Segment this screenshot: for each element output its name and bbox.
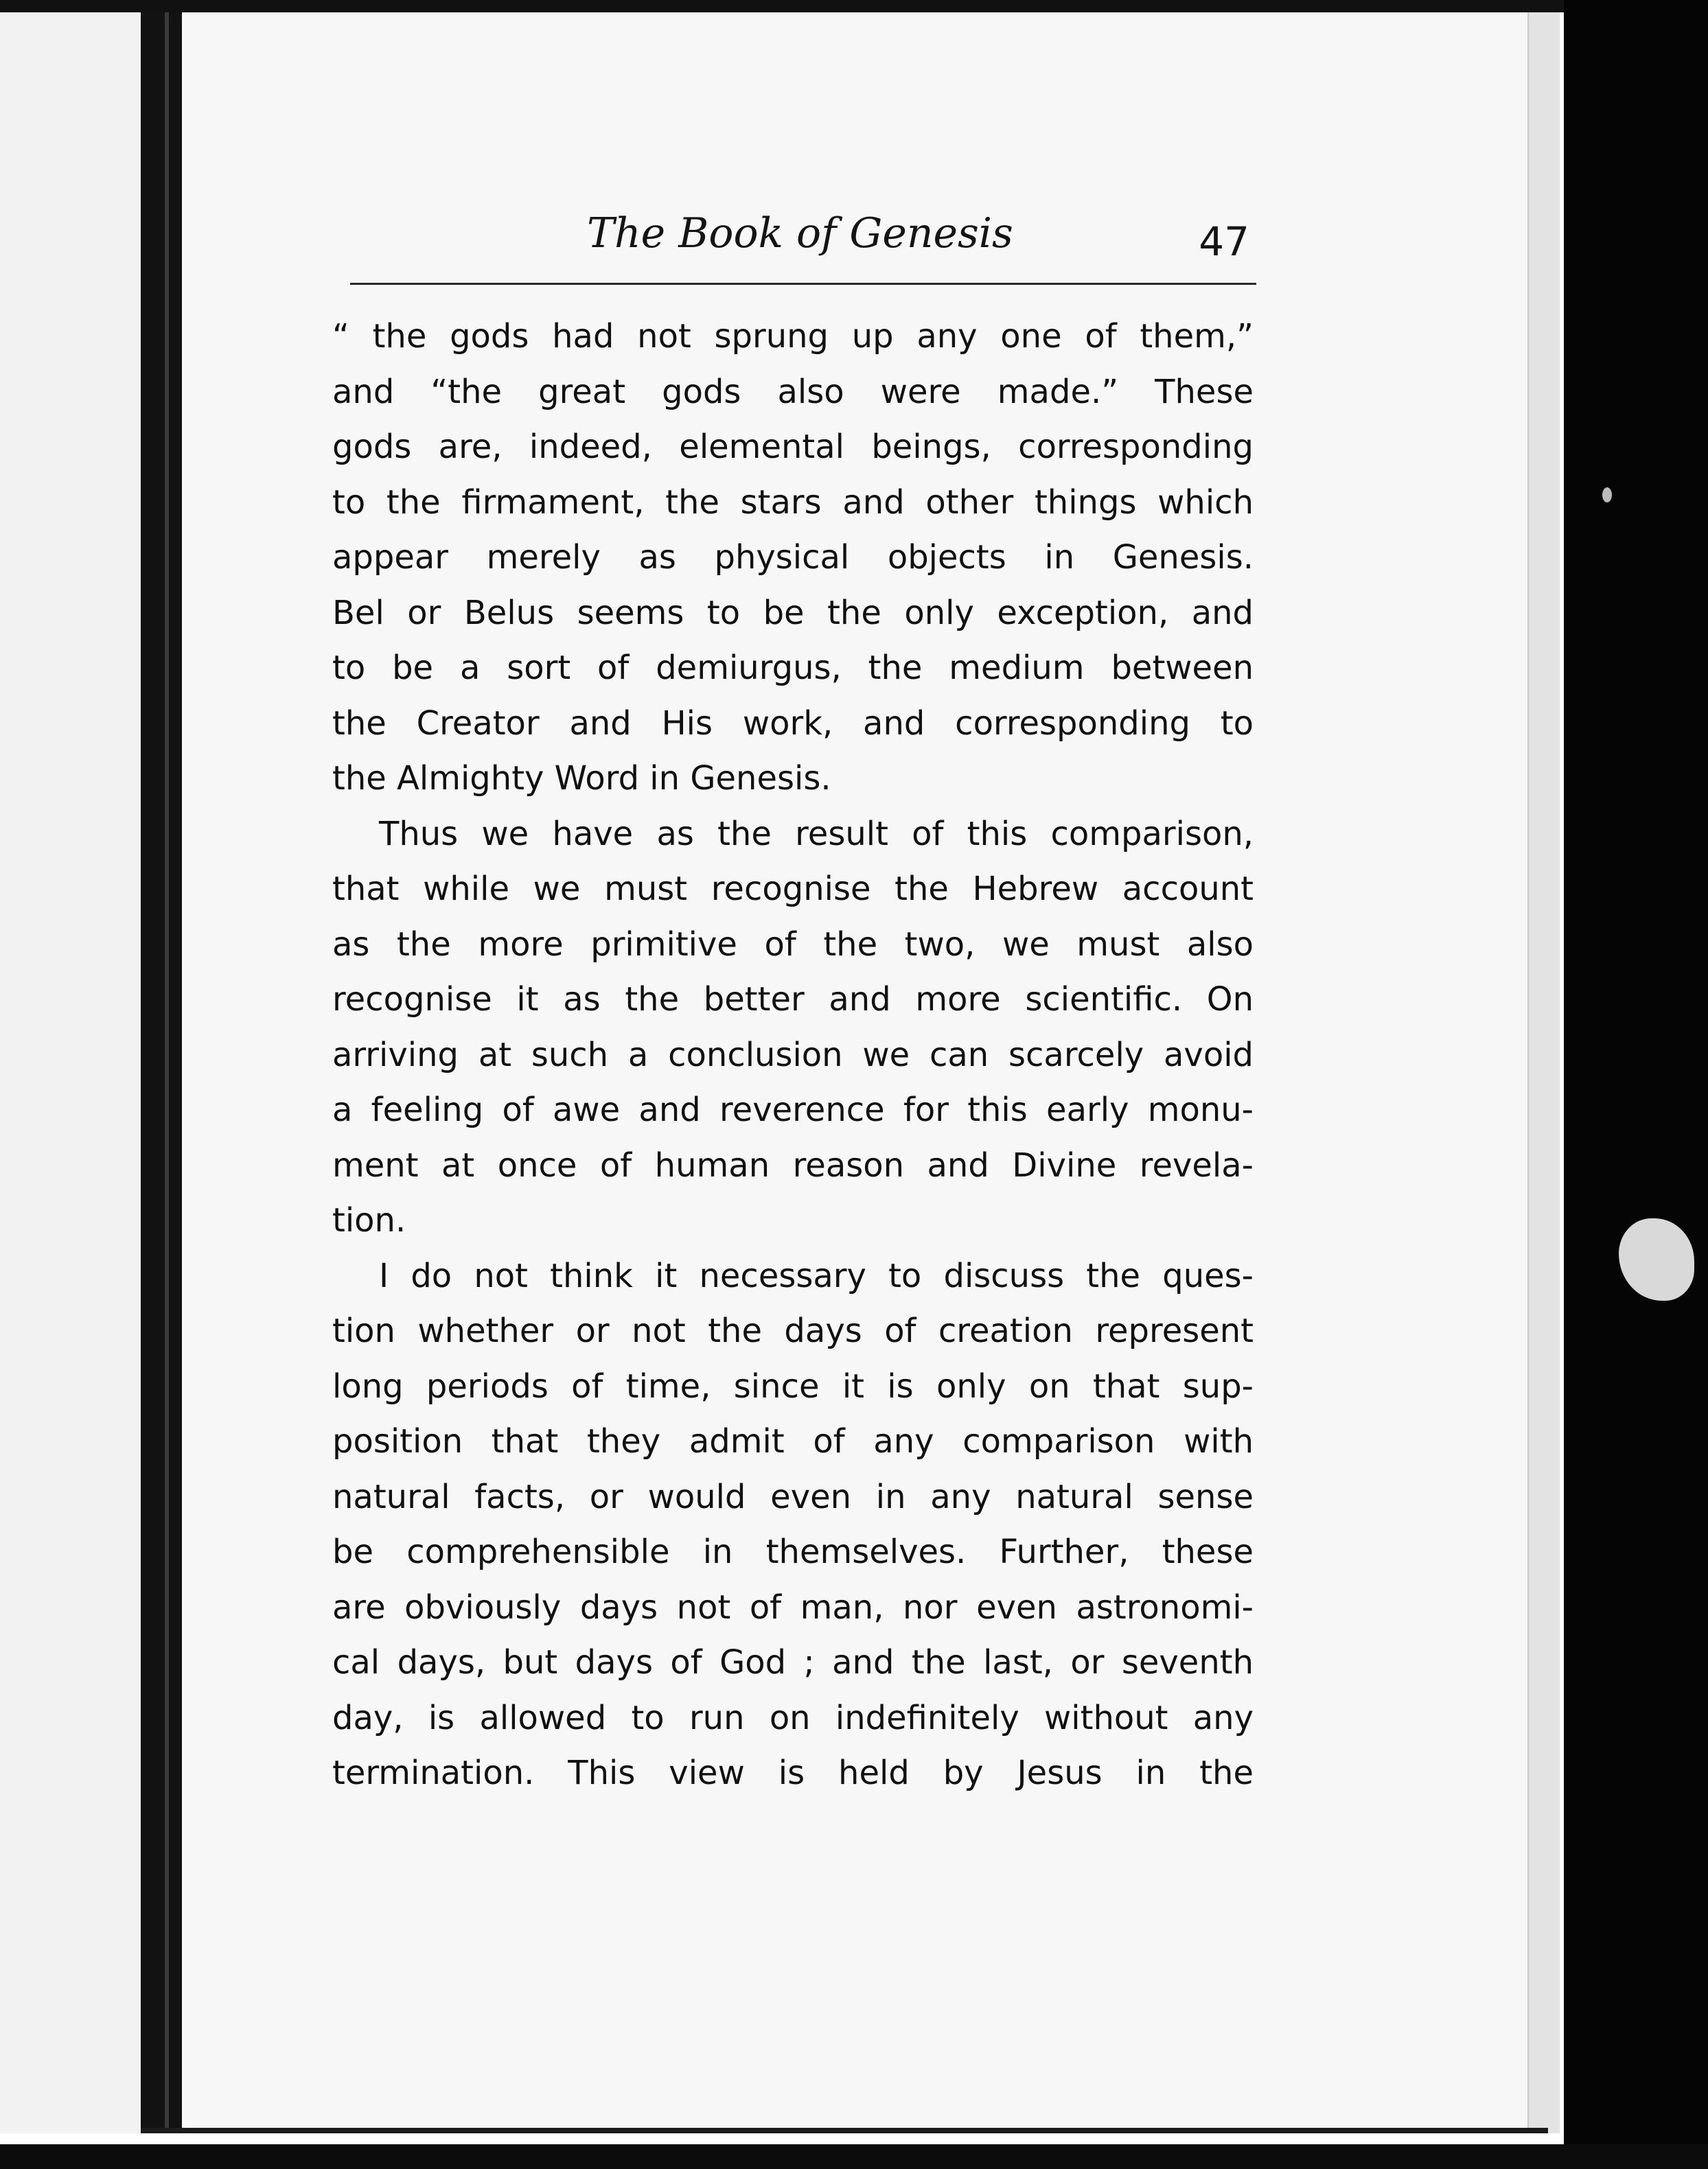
text-line: to the firmament, the stars and other things which [332, 483, 1254, 522]
text-line: tion. [332, 1201, 406, 1240]
text-line: I do not think it necessary to discuss the ques- [379, 1256, 1254, 1295]
text-line: the Almighty Word in Genesis. [332, 759, 831, 798]
text-line: tion whether or not the days of creation represent [332, 1312, 1254, 1350]
text-line: a feeling of awe and reverence for this early monu- [332, 1091, 1254, 1129]
text-line: day, is allowed to run on indefinitely without any [332, 1698, 1254, 1737]
text-line: gods are, indeed, elemental beings, corresponding [332, 428, 1254, 466]
paper-speck [1602, 487, 1612, 502]
gutter-line [165, 12, 169, 2133]
text-line: arriving at such a conclusion we can scarcely avoid [332, 1035, 1254, 1074]
text-line: Bel or Belus seems to be the only exception, and [332, 593, 1254, 632]
running-title: The Book of Genesis [587, 209, 1013, 257]
header-rule [350, 283, 1256, 285]
scan-edge-top [0, 0, 1708, 12]
text-line: the Creator and His work, and corresponding to [332, 704, 1254, 743]
scan-edge-right [1564, 0, 1708, 2169]
text-line: recognise it as the better and more scientific. On [332, 980, 1254, 1019]
text-line: be comprehensible in themselves. Further, these [332, 1533, 1254, 1571]
text-line: as the more primitive of the two, we must also [332, 925, 1254, 964]
text-line: cal days, but days of God ; and the last, or seventh [332, 1643, 1254, 1682]
text-line: position that they admit of any comparison with [332, 1422, 1254, 1461]
text-line: are obviously days not of man, nor even astronomi- [332, 1588, 1254, 1627]
text-line: Thus we have as the result of this comparison, [379, 814, 1254, 853]
body-text [332, 309, 1254, 1801]
text-line: “ the gods had not sprung up any one of them,” [332, 317, 1254, 356]
text-line: to be a sort of demiurgus, the medium between [332, 649, 1254, 687]
page-number: 47 [1199, 218, 1249, 265]
text-line: long periods of time, since it is only on that sup- [332, 1367, 1254, 1406]
text-line: and “the great gods also were made.” These [332, 372, 1254, 411]
page-bottom-edge [141, 2128, 1548, 2133]
page-edge-right [1527, 12, 1560, 2133]
facing-page-edge [0, 12, 141, 2133]
text-line: natural facts, or would even in any natural sense [332, 1477, 1254, 1516]
scan-edge-bottom [0, 2144, 1708, 2169]
running-head [343, 199, 1256, 281]
text-line: appear merely as physical objects in Genesis. [332, 538, 1254, 577]
text-line: ment at once of human reason and Divine revela- [332, 1146, 1254, 1185]
text-line: that while we must recognise the Hebrew account [332, 870, 1254, 908]
text-line: termination. This view is held by Jesus in the [332, 1754, 1254, 1792]
book-gutter [141, 12, 182, 2133]
